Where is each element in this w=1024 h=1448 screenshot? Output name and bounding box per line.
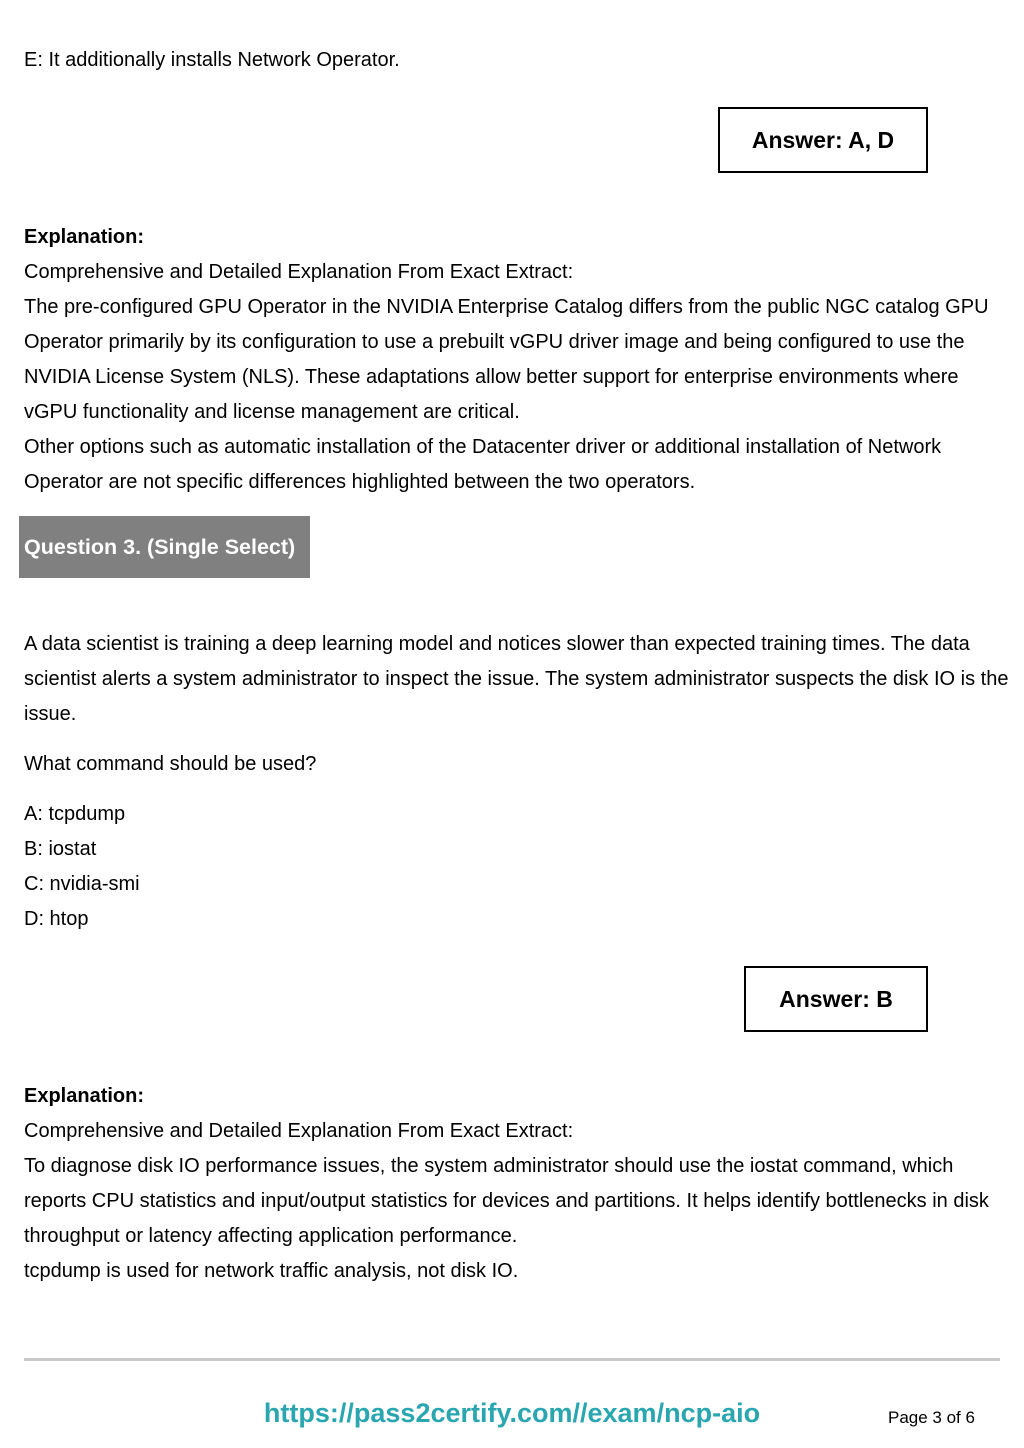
option-d: D: htop	[24, 908, 89, 930]
explanation-paragraph: tcpdump is used for network traffic analysis, not disk IO.	[24, 1260, 519, 1282]
page-number: Page 3 of 6	[888, 1408, 975, 1427]
explanation-intro: Comprehensive and Detailed Explanation From Exact Extract:	[24, 1120, 574, 1142]
question-prompt: What command should be used?	[24, 753, 317, 775]
option-c: C: nvidia-smi	[24, 873, 140, 895]
option-a: A: tcpdump	[24, 803, 126, 825]
footer-link[interactable]: https://pass2certify.com//exam/ncp-aio	[263, 1398, 761, 1428]
question-header: Question 3. (Single Select)	[19, 516, 310, 578]
explanation-intro: Comprehensive and Detailed Explanation From Exact Extract:	[24, 261, 574, 283]
answer-box-q2: Answer: A, D	[718, 107, 928, 173]
explanation-paragraph: The pre-configured GPU Operator in the NVIDIA Enterprise Catalog differs from the public NGC catalog GPU Operator primarily by its configuration to use a prebuilt vGPU driver image and being configured to use the NVIDIA License System (NLS). These adaptations allow better support for enterprise environments where vGPU functionality and license management are critical.	[24, 296, 989, 423]
answer-box-q3: Answer: B	[744, 966, 928, 1032]
explanation-paragraph: Other options such as automatic installation of the Datacenter driver or additional installation of Network Operator are not specific differences highlighted between the two operators.	[24, 436, 942, 493]
explanation-paragraph: To diagnose disk IO performance issues, the system administrator should use the iostat command, which reports CPU statistics and input/output statistics for devices and partitions. It helps identify bottlenecks in disk throughput or latency affecting application performance.	[24, 1155, 989, 1247]
option-e: E: It additionally installs Network Operator.	[24, 49, 400, 71]
explanation-heading: Explanation:	[24, 1085, 145, 1107]
question-stem: A data scientist is training a deep learning model and notices slower than expected training times. The data scientist alerts a system administrator to inspect the issue. The system administrator suspects the disk IO is the issue.	[24, 633, 1009, 725]
explanation-heading: Explanation:	[24, 226, 145, 248]
option-b: B: iostat	[24, 838, 97, 860]
footer-divider	[24, 1358, 1000, 1361]
